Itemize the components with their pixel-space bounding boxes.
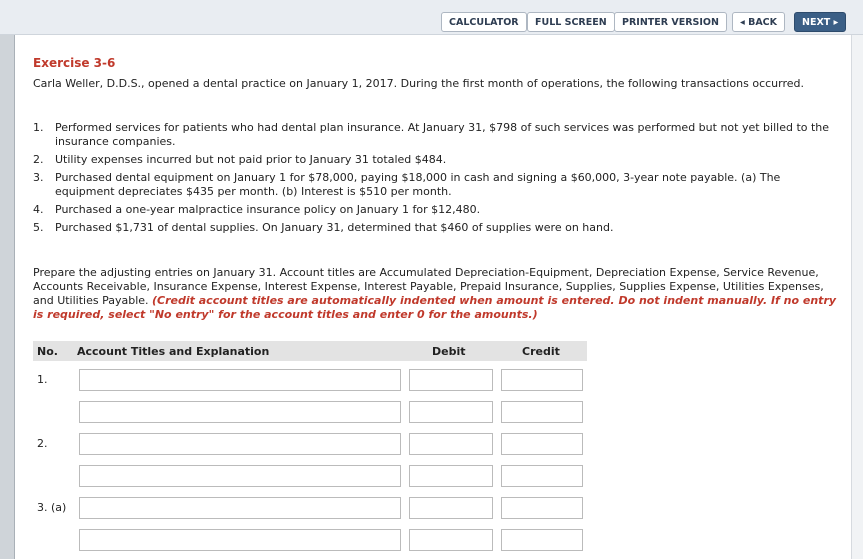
list-item xyxy=(33,171,833,199)
left-frame-border xyxy=(0,35,15,559)
account-title-input[interactable] xyxy=(79,465,401,487)
printer-version-button[interactable]: PRINTER VERSION xyxy=(614,12,727,32)
debit-input[interactable] xyxy=(409,497,493,519)
instructions-note: (Credit account titles are automatically indented when amount is entered. Do not indent manually. If no entry is required, select "No entry" for the account titles and enter 0 for the amounts.) xyxy=(33,294,837,321)
list-item-number: 5. xyxy=(33,221,44,234)
account-title-input[interactable] xyxy=(79,497,401,519)
credit-input[interactable] xyxy=(501,433,583,455)
account-title-input[interactable] xyxy=(79,401,401,423)
list-item xyxy=(33,203,833,217)
calculator-button[interactable]: CALCULATOR xyxy=(441,12,527,32)
list-item-text: Purchased dental equipment on January 1 for $78,000, paying $18,000 in cash and signing a $60,000, 3-year note payable. (a) The equipment depreciates $435 per month. (b) Interest is $510 per month. xyxy=(55,171,781,198)
header-debit: Debit xyxy=(432,345,466,358)
debit-input[interactable] xyxy=(409,529,493,551)
exercise-content xyxy=(15,35,850,559)
transaction-list xyxy=(33,121,833,235)
row-label: 2. xyxy=(37,437,48,450)
list-item-text: Purchased $1,731 of dental supplies. On January 31, determined that $460 of supplies were on hand. xyxy=(55,221,614,234)
back-button[interactable]: ◂ BACK xyxy=(732,12,785,32)
header-account: Account Titles and Explanation xyxy=(77,345,270,358)
credit-input[interactable] xyxy=(501,369,583,391)
list-item-number: 1. xyxy=(33,121,44,134)
account-title-input[interactable] xyxy=(79,433,401,455)
full-screen-button[interactable]: FULL SCREEN xyxy=(527,12,615,32)
list-item xyxy=(33,121,833,149)
header-credit: Credit xyxy=(522,345,560,358)
list-item-text: Utility expenses incurred but not paid prior to January 31 totaled $484. xyxy=(55,153,447,166)
instructions xyxy=(33,266,841,322)
debit-input[interactable] xyxy=(409,369,493,391)
right-scroll-area xyxy=(851,35,863,559)
row-label: 1. xyxy=(37,373,48,386)
debit-input[interactable] xyxy=(409,465,493,487)
list-item xyxy=(33,221,833,235)
account-title-input[interactable] xyxy=(79,369,401,391)
credit-input[interactable] xyxy=(501,401,583,423)
credit-input[interactable] xyxy=(501,497,583,519)
credit-input[interactable] xyxy=(501,529,583,551)
next-button[interactable]: NEXT ▸ xyxy=(794,12,846,32)
debit-input[interactable] xyxy=(409,433,493,455)
debit-input[interactable] xyxy=(409,401,493,423)
header-no: No. xyxy=(37,345,58,358)
row-label: 3. (a) xyxy=(37,501,67,514)
account-title-input[interactable] xyxy=(79,529,401,551)
list-item xyxy=(33,153,833,167)
instructions-text: Prepare the adjusting entries on January 31. Account titles are Accumulated Depreciation-Equipment, Depreciation Expense, Service Revenue, Accounts Receivable, Insurance Expense, Interest Expense, Interest Payable, Prepaid Insurance, Supplies, Supplies Expense, Utilities Expenses, and Utilities Payable. xyxy=(33,266,824,307)
list-item-number: 3. xyxy=(33,171,44,184)
list-item-text: Performed services for patients who had dental plan insurance. At January 31, $798 of such services was performed but not yet billed to the insurance companies. xyxy=(55,121,830,148)
top-toolbar xyxy=(0,0,863,35)
table-header xyxy=(33,341,587,361)
list-item-number: 4. xyxy=(33,203,44,216)
list-item-number: 2. xyxy=(33,153,44,166)
list-item-text: Purchased a one-year malpractice insurance policy on January 1 for $12,480. xyxy=(55,203,481,216)
exercise-intro: Carla Weller, D.D.S., opened a dental practice on January 1, 2017. During the first month of operations, the following transactions occurred. xyxy=(33,77,805,90)
exercise-title: Exercise 3-6 xyxy=(33,56,116,70)
credit-input[interactable] xyxy=(501,465,583,487)
